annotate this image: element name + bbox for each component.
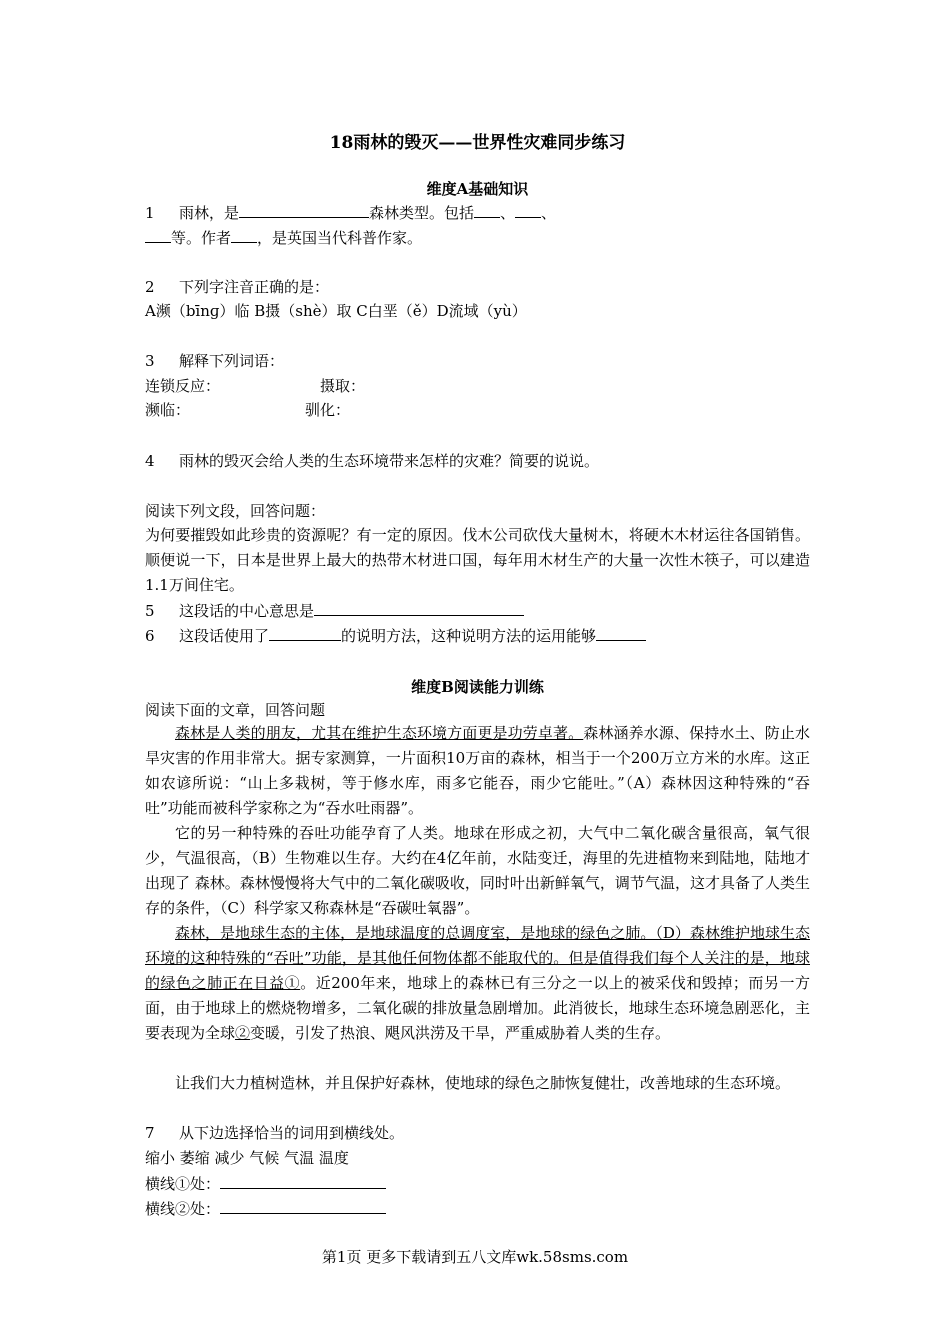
article-paragraph-3: 森林，是地球生态的主体，是地球温度的总调度室，是地球的绿色之肺。（D）森林维护地球生态环境的这种特殊的“吞吐”功能，是其他任何物体都不能取代的。但是值得我们每个人关注的是，地球的绿色之肺正在日益①。近200年来，地球上的森林已有三分之一以上的被采伐和毁掉；而另一方面，由于地球上的燃烧物增多，二氧化碳的排放量急剧增加。此消彼长，地球生态环境急剧恶化，主要表现为全球②变暖，引发了热浪、飓风洪涝及干旱，严重威胁着人类的生存。 xyxy=(145,924,810,1042)
article-paragraph-1: 森林是人类的朋友，尤其在维护生态环境方面更是功劳卓著。森林涵养水源、保持水土、防止水旱灾害的作用非常大。据专家测算，一片面积10万亩的森林，相当于一个200万立方米的水库。这正如农谚所说：“山上多栽树，等于修水库，雨多它能吞，雨少它能吐。”（A）森林因这种特殊的“吞吐”功能而被科学家称之为“吞水吐雨器”。 xyxy=(145,724,810,817)
question-1-line2: 等。作者 ，是英国当代科普作家。 xyxy=(145,226,810,249)
answer-blank xyxy=(269,624,341,641)
answer-blank xyxy=(515,201,541,218)
article-paragraph-2: 它的另一种特殊的吞吐功能孕育了人类。地球在形成之初，大气中二氧化碳含量很高，氧气很少，气温很高，（B）生物难以生存。大约在4亿年前，水陆变迁，海里的先进植物来到陆地，陆地才出现了 森林。森林慢慢将大气中的二氧化碳吸收，同时叶出新鲜氧气，调节气温，这才具备了人类生存的条件，（C）科学家又称森林是“吞碳吐氧器”。 xyxy=(145,824,810,917)
question-3-terms-row1: 连锁反应： 摄取： xyxy=(145,377,366,395)
question-6: 6 这段话使用了 的说明方法，这种说明方法的运用能够 xyxy=(145,624,810,647)
question-number: 1 xyxy=(145,204,155,222)
question-1-line1: 1 雨林，是 森林类型。包括 、 、 xyxy=(145,201,810,224)
section-b-intro: 阅读下面的文章，回答问题 xyxy=(145,701,326,719)
question-3-terms-row2: 濒临： 驯化： xyxy=(145,401,351,419)
blank-2-line: 横线②处： xyxy=(145,1197,810,1220)
question-2-options: A濒（bīnɡ）临 B摄（shè）取 C白垩（ě）D流域（yù） xyxy=(145,302,527,320)
answer-blank xyxy=(239,201,369,218)
reading-passage: 为何要摧毁如此珍贵的资源呢？有一定的原因。伐木公司砍伐大量树木，将硬木木材运往各国销售。顺便说一下，日本是世界上最大的热带木材进口国，每年用木材生产的大量一次性木筷子，可以建造1.1万间住宅。 xyxy=(145,526,810,594)
answer-blank xyxy=(231,226,257,243)
answer-blank xyxy=(220,1172,386,1189)
answer-blank xyxy=(474,201,500,218)
section-b-heading: 维度B阅读能力训练 xyxy=(411,678,544,696)
question-3: 3 解释下列词语： xyxy=(145,352,285,370)
answer-blank xyxy=(220,1197,386,1214)
word-choices: 缩小 萎缩 减少 气候 气温 温度 xyxy=(145,1149,349,1167)
question-4: 4 雨林的毁灭会给人类的生态环境带来怎样的灾难？简要的说说。 xyxy=(145,452,600,470)
answer-blank xyxy=(596,624,646,641)
article-paragraph-4: 让我们大力植树造林，并且保护好森林，使地球的绿色之肺恢复健壮，改善地球的生态环境。 xyxy=(175,1074,791,1092)
reading-intro: 阅读下列文段，回答问题： xyxy=(145,502,326,520)
blank-1-line: 横线①处： xyxy=(145,1172,810,1195)
section-a-heading: 维度A基础知识 xyxy=(426,180,529,198)
question-5: 5 这段话的中心意思是 xyxy=(145,599,810,622)
page-footer: 第1页 更多下载请到五八文库wk.58sms.com xyxy=(321,1248,629,1266)
page-title: 18雨林的毁灭——世界性灾难同步练习 xyxy=(329,133,626,153)
answer-blank xyxy=(145,226,171,243)
answer-blank xyxy=(314,599,524,616)
question-2: 2 下列字注音正确的是： xyxy=(145,278,330,296)
question-7: 7 从下边选择恰当的词用到横线处。 xyxy=(145,1124,405,1142)
